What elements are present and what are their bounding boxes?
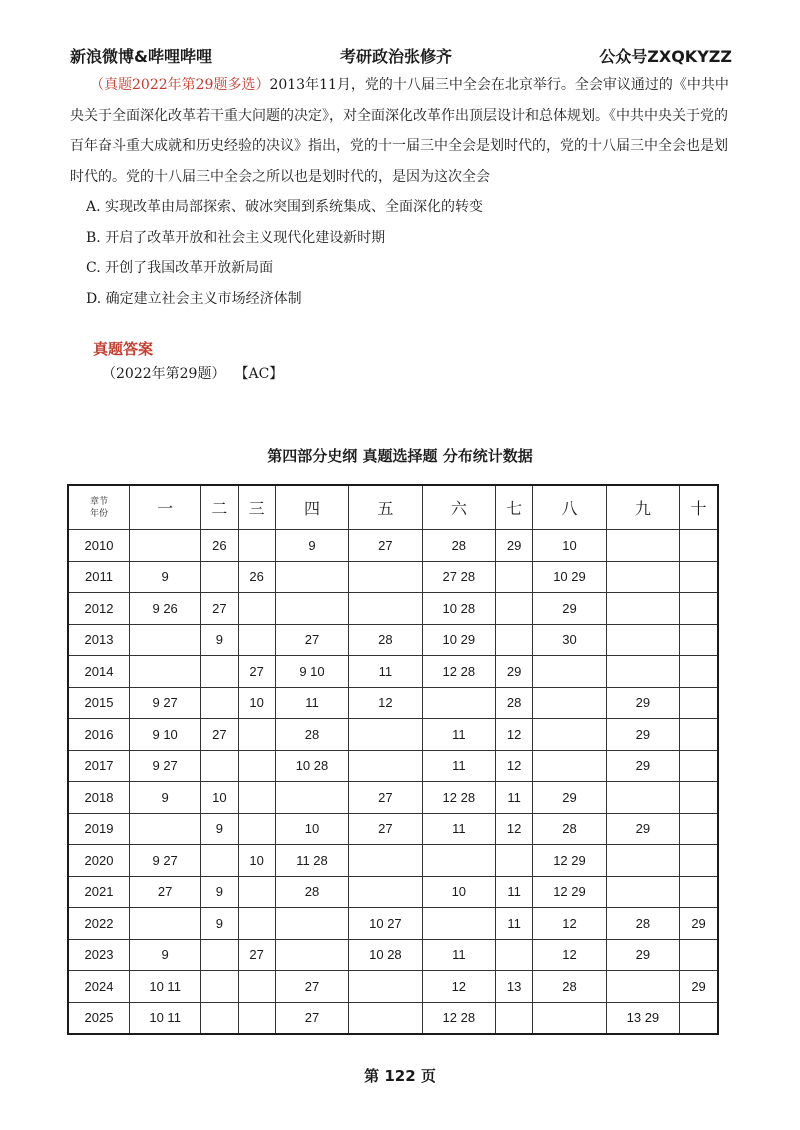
page-header xyxy=(70,44,732,68)
year-cell: 2018 xyxy=(68,782,130,814)
question-number-cell xyxy=(680,593,718,625)
question-number-cell xyxy=(496,593,533,625)
question-number-cell: 28 xyxy=(533,971,606,1003)
table-row xyxy=(68,845,718,877)
question-number-cell: 28 xyxy=(606,908,679,940)
header-right-text: 公众号ZXQKYZZ xyxy=(599,47,732,66)
year-cell: 2020 xyxy=(68,845,130,877)
question-number-cell xyxy=(201,1002,238,1034)
question-number-cell: 27 xyxy=(238,656,275,688)
col-header-10: 十 xyxy=(680,485,718,530)
question-number-cell: 27 xyxy=(349,782,422,814)
option-c: C. 开创了我国改革开放新局面 xyxy=(86,260,274,276)
question-number-cell xyxy=(422,845,495,877)
answer-ref: （2022年第29题） xyxy=(102,366,226,382)
question-stem xyxy=(70,70,734,192)
question-number-cell: 10 29 xyxy=(533,561,606,593)
question-number-cell: 27 xyxy=(238,939,275,971)
question-number-cell xyxy=(606,593,679,625)
question-number-cell xyxy=(680,813,718,845)
question-number-cell xyxy=(606,561,679,593)
question-number-cell xyxy=(349,845,422,877)
question-number-cell: 9 27 xyxy=(130,750,201,782)
table-row xyxy=(68,719,718,751)
year-cell: 2013 xyxy=(68,624,130,656)
question-number-cell xyxy=(496,1002,533,1034)
question-number-cell xyxy=(238,593,275,625)
question-number-cell xyxy=(130,813,201,845)
year-cell: 2011 xyxy=(68,561,130,593)
question-number-cell: 10 28 xyxy=(349,939,422,971)
question-number-cell: 29 xyxy=(680,971,718,1003)
question-number-cell: 26 xyxy=(238,561,275,593)
question-number-cell: 27 xyxy=(201,593,238,625)
col-header-7: 七 xyxy=(496,485,533,530)
question-number-cell: 29 xyxy=(496,656,533,688)
question-number-cell xyxy=(201,561,238,593)
answer-value: 【AC】 xyxy=(241,366,284,382)
question-number-cell: 10 xyxy=(201,782,238,814)
question-number-cell xyxy=(201,687,238,719)
question-number-cell: 11 xyxy=(496,876,533,908)
header-center-text: 考研政治张修齐 xyxy=(340,47,453,66)
question-number-cell xyxy=(680,656,718,688)
question-number-cell xyxy=(680,719,718,751)
question-number-cell xyxy=(238,719,275,751)
question-number-cell xyxy=(349,1002,422,1034)
question-number-cell xyxy=(496,624,533,656)
question-number-cell: 10 xyxy=(422,876,495,908)
option-d: D. 确定建立社会主义市场经济体制 xyxy=(86,290,302,307)
question-number-cell: 29 xyxy=(496,530,533,562)
question-number-cell xyxy=(606,971,679,1003)
stats-table xyxy=(67,484,719,1035)
year-cell: 2023 xyxy=(68,939,130,971)
question-number-cell xyxy=(201,845,238,877)
question-text: 2013年11月，党的十八届三中全会在北京举行。全会审议通过的《中共中央关于全面深化改革若干重大问题的决定》，对全面深化改革作出顶层设计和总体规划。《中共中央关于党的百年奋斗重大成就和历史经验的决议》指出，党的十一届三中全会是划时代的，党的十八届三中全会也是划时代的。党的十八届三中全会之所以也是划时代的，是因为这次全会 xyxy=(70,77,729,185)
question-number-cell: 10 11 xyxy=(130,1002,201,1034)
year-cell: 2015 xyxy=(68,687,130,719)
corner-top-label: 章节 xyxy=(89,496,108,507)
question-number-cell xyxy=(680,939,718,971)
question-number-cell xyxy=(533,719,606,751)
page-number: 第 122 页 xyxy=(364,1067,436,1085)
question-number-cell: 9 26 xyxy=(130,593,201,625)
question-number-cell: 27 xyxy=(275,624,348,656)
question-number-cell: 28 xyxy=(349,624,422,656)
question-number-cell xyxy=(201,939,238,971)
question-number-cell xyxy=(533,1002,606,1034)
table-row xyxy=(68,593,718,625)
question-number-cell xyxy=(238,971,275,1003)
question-number-cell xyxy=(238,1002,275,1034)
question-number-cell: 27 xyxy=(201,719,238,751)
col-header-8: 八 xyxy=(533,485,606,530)
question-number-cell xyxy=(275,782,348,814)
question-number-cell xyxy=(238,876,275,908)
question-number-cell: 28 xyxy=(422,530,495,562)
year-cell: 2016 xyxy=(68,719,130,751)
table-row xyxy=(68,530,718,562)
question-number-cell: 29 xyxy=(680,908,718,940)
question-number-cell xyxy=(238,750,275,782)
question-number-cell xyxy=(680,687,718,719)
question-number-cell xyxy=(533,750,606,782)
question-number-cell: 29 xyxy=(533,782,606,814)
question-number-cell xyxy=(201,750,238,782)
question-number-cell: 9 xyxy=(201,813,238,845)
question-number-cell: 12 29 xyxy=(533,845,606,877)
question-number-cell: 28 xyxy=(275,876,348,908)
question-number-cell xyxy=(130,530,201,562)
question-number-cell xyxy=(238,624,275,656)
question-number-cell: 11 xyxy=(422,813,495,845)
question-number-cell: 12 xyxy=(533,908,606,940)
question-number-cell: 9 xyxy=(130,782,201,814)
question-number-cell xyxy=(130,656,201,688)
question-number-cell xyxy=(533,656,606,688)
question-number-cell: 27 xyxy=(130,876,201,908)
question-number-cell xyxy=(275,908,348,940)
question-number-cell: 9 10 xyxy=(275,656,348,688)
question-number-cell: 27 xyxy=(349,813,422,845)
question-number-cell: 9 xyxy=(130,561,201,593)
table-row xyxy=(68,939,718,971)
corner-bottom-label: 年份 xyxy=(89,508,108,519)
question-number-cell xyxy=(238,813,275,845)
table-header-row xyxy=(68,485,718,530)
question-number-cell xyxy=(130,624,201,656)
question-number-cell: 10 27 xyxy=(349,908,422,940)
question-number-cell: 28 xyxy=(533,813,606,845)
question-number-cell xyxy=(201,971,238,1003)
question-block xyxy=(70,70,734,314)
question-number-cell xyxy=(680,1002,718,1034)
question-number-cell xyxy=(349,593,422,625)
question-number-cell: 10 xyxy=(275,813,348,845)
question-number-cell: 12 29 xyxy=(533,876,606,908)
option-a: A. 实现改革由局部探索、破冰突围到系统集成、全面深化的转变 xyxy=(86,199,484,215)
question-number-cell: 9 27 xyxy=(130,687,201,719)
question-number-cell xyxy=(680,750,718,782)
table-row xyxy=(68,782,718,814)
question-number-cell: 10 xyxy=(238,845,275,877)
question-number-cell: 11 28 xyxy=(275,845,348,877)
table-title: 第四部分史纲 真题选择题 分布统计数据 xyxy=(267,447,533,465)
question-number-cell: 12 xyxy=(496,719,533,751)
question-number-cell: 28 xyxy=(275,719,348,751)
question-number-cell: 12 xyxy=(496,750,533,782)
question-number-cell xyxy=(606,530,679,562)
question-number-cell: 12 xyxy=(533,939,606,971)
question-number-cell xyxy=(422,908,495,940)
question-number-cell xyxy=(496,939,533,971)
question-number-cell xyxy=(238,782,275,814)
question-number-cell xyxy=(606,782,679,814)
year-cell: 2021 xyxy=(68,876,130,908)
year-cell: 2014 xyxy=(68,656,130,688)
table-row xyxy=(68,1002,718,1034)
table-row xyxy=(68,813,718,845)
question-number-cell xyxy=(680,530,718,562)
question-number-cell: 29 xyxy=(606,939,679,971)
question-number-cell: 13 xyxy=(496,971,533,1003)
question-number-cell: 10 11 xyxy=(130,971,201,1003)
question-number-cell xyxy=(422,687,495,719)
question-number-cell: 9 xyxy=(201,624,238,656)
question-number-cell xyxy=(349,750,422,782)
question-number-cell xyxy=(533,687,606,719)
question-number-cell: 30 xyxy=(533,624,606,656)
table-row xyxy=(68,656,718,688)
question-number-cell: 12 28 xyxy=(422,656,495,688)
corner-cell xyxy=(68,485,130,530)
question-number-cell: 28 xyxy=(496,687,533,719)
question-number-cell: 10 28 xyxy=(275,750,348,782)
question-number-cell xyxy=(680,845,718,877)
question-number-cell: 27 xyxy=(275,971,348,1003)
question-number-cell xyxy=(275,561,348,593)
option-b: B. 开启了改革开放和社会主义现代化建设新时期 xyxy=(86,229,386,246)
question-number-cell: 11 xyxy=(496,908,533,940)
answer-title: 真题答案 xyxy=(93,340,154,358)
question-number-cell xyxy=(680,561,718,593)
question-number-cell: 10 29 xyxy=(422,624,495,656)
year-cell: 2024 xyxy=(68,971,130,1003)
question-number-cell xyxy=(349,971,422,1003)
question-number-cell: 11 xyxy=(422,939,495,971)
question-number-cell xyxy=(606,624,679,656)
table-row xyxy=(68,908,718,940)
question-number-cell xyxy=(680,782,718,814)
question-number-cell: 12 xyxy=(496,813,533,845)
question-number-cell: 11 xyxy=(275,687,348,719)
question-number-cell: 11 xyxy=(349,656,422,688)
year-cell: 2025 xyxy=(68,1002,130,1034)
col-header-2: 二 xyxy=(201,485,238,530)
question-number-cell: 27 xyxy=(275,1002,348,1034)
question-number-cell xyxy=(130,908,201,940)
question-number-cell xyxy=(606,656,679,688)
question-number-cell xyxy=(349,561,422,593)
question-number-cell: 10 xyxy=(238,687,275,719)
question-number-cell: 9 xyxy=(275,530,348,562)
question-number-cell: 11 xyxy=(422,719,495,751)
col-header-1: 一 xyxy=(130,485,201,530)
question-number-cell: 27 xyxy=(349,530,422,562)
question-number-cell: 29 xyxy=(606,719,679,751)
question-number-cell: 9 10 xyxy=(130,719,201,751)
table-body xyxy=(68,530,718,1035)
year-cell: 2012 xyxy=(68,593,130,625)
question-number-cell xyxy=(349,876,422,908)
question-number-cell xyxy=(275,593,348,625)
question-number-cell: 9 27 xyxy=(130,845,201,877)
year-cell: 2022 xyxy=(68,908,130,940)
question-number-cell xyxy=(606,876,679,908)
question-number-cell: 12 28 xyxy=(422,1002,495,1034)
question-number-cell xyxy=(496,561,533,593)
table-row xyxy=(68,687,718,719)
question-number-cell: 10 28 xyxy=(422,593,495,625)
col-header-9: 九 xyxy=(606,485,679,530)
question-number-cell: 12 xyxy=(349,687,422,719)
table-row xyxy=(68,561,718,593)
question-number-cell: 13 29 xyxy=(606,1002,679,1034)
question-number-cell xyxy=(349,719,422,751)
question-number-cell: 9 xyxy=(201,908,238,940)
year-cell: 2019 xyxy=(68,813,130,845)
question-number-cell: 12 xyxy=(422,971,495,1003)
col-header-5: 五 xyxy=(349,485,422,530)
question-number-cell xyxy=(238,530,275,562)
question-number-cell xyxy=(606,845,679,877)
table-row xyxy=(68,750,718,782)
question-number-cell: 10 xyxy=(533,530,606,562)
question-number-cell: 11 xyxy=(496,782,533,814)
year-cell: 2010 xyxy=(68,530,130,562)
year-cell: 2017 xyxy=(68,750,130,782)
table-row xyxy=(68,876,718,908)
question-number-cell: 12 28 xyxy=(422,782,495,814)
question-number-cell: 9 xyxy=(201,876,238,908)
table-row xyxy=(68,624,718,656)
question-number-cell: 29 xyxy=(606,813,679,845)
question-tag: （真题2022年第29题多选） xyxy=(90,77,270,93)
question-number-cell xyxy=(201,656,238,688)
question-number-cell: 27 28 xyxy=(422,561,495,593)
table-row xyxy=(68,971,718,1003)
header-left-text: 新浪微博&哔哩哔哩 xyxy=(70,47,212,66)
question-number-cell xyxy=(680,876,718,908)
col-header-6: 六 xyxy=(422,485,495,530)
question-number-cell xyxy=(496,845,533,877)
question-number-cell xyxy=(275,939,348,971)
question-number-cell: 9 xyxy=(130,939,201,971)
question-number-cell: 11 xyxy=(422,750,495,782)
question-number-cell xyxy=(680,624,718,656)
question-number-cell xyxy=(238,908,275,940)
answer-line xyxy=(102,363,283,383)
question-number-cell: 29 xyxy=(533,593,606,625)
question-number-cell: 26 xyxy=(201,530,238,562)
col-header-3: 三 xyxy=(238,485,275,530)
question-number-cell: 29 xyxy=(606,687,679,719)
question-number-cell: 29 xyxy=(606,750,679,782)
col-header-4: 四 xyxy=(275,485,348,530)
